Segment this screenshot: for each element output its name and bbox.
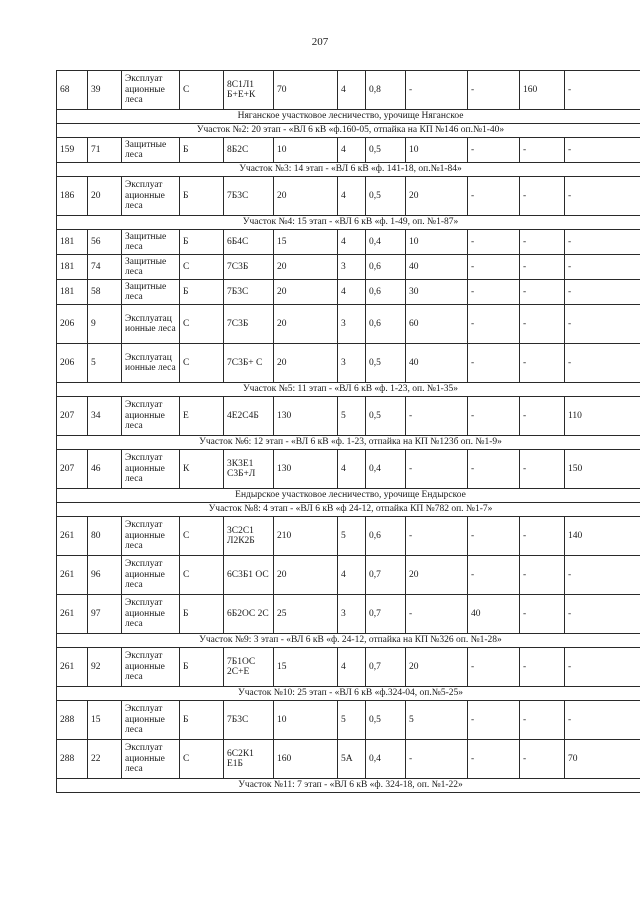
stock-cell-2: - — [468, 740, 520, 779]
dominant-species-cell: К — [180, 450, 224, 489]
stock-cell-4: - — [565, 648, 640, 687]
quarter-cell: 186 — [57, 177, 88, 216]
quarter-cell: 207 — [57, 397, 88, 436]
quarter-cell: 181 — [57, 280, 88, 305]
stock-cell-4: 140 — [565, 517, 640, 556]
bonitet-cell: 3 — [338, 305, 366, 344]
forest-allotment-table — [56, 70, 640, 793]
table-row — [57, 556, 640, 595]
age-cell: 25 — [274, 595, 338, 634]
dominant-species-cell: С — [180, 305, 224, 344]
table-row — [57, 595, 640, 634]
section-title: Участок №3: 14 этап - «ВЛ 6 кВ «ф. 141-18, оп.№1-84» — [57, 163, 640, 177]
density-cell: 0,4 — [366, 230, 406, 255]
table-row — [57, 138, 640, 163]
section-title: Участок №6: 12 этап - «ВЛ 6 кВ «ф. 1-23, отпайка на КП №123б оп. №1-9» — [57, 436, 640, 450]
stock-cell: 40 — [406, 344, 468, 383]
stock-cell-2: - — [468, 648, 520, 687]
forest-category-cell: Защитные леса — [122, 255, 180, 280]
age-cell: 20 — [274, 280, 338, 305]
table-row — [57, 397, 640, 436]
plot-cell: 80 — [88, 517, 122, 556]
stock-cell-4: - — [565, 595, 640, 634]
plot-cell: 58 — [88, 280, 122, 305]
section-header-row — [57, 110, 640, 124]
bonitet-cell: 4 — [338, 280, 366, 305]
bonitet-cell: 4 — [338, 556, 366, 595]
bonitet-cell: 4 — [338, 230, 366, 255]
density-cell: 0,5 — [366, 177, 406, 216]
stock-cell: 30 — [406, 280, 468, 305]
dominant-species-cell: Б — [180, 177, 224, 216]
quarter-cell: 288 — [57, 701, 88, 740]
forest-category-cell: Защитные леса — [122, 138, 180, 163]
quarter-cell: 261 — [57, 517, 88, 556]
dominant-species-cell: Е — [180, 397, 224, 436]
forest-category-cell: Эксплуат ационные леса — [122, 177, 180, 216]
age-cell: 210 — [274, 517, 338, 556]
stock-cell-4: - — [565, 177, 640, 216]
stock-cell-3: - — [520, 255, 565, 280]
stock-cell-3: - — [520, 230, 565, 255]
table-row — [57, 230, 640, 255]
forest-category-cell: Эксплуат ационные леса — [122, 556, 180, 595]
stock-cell-2: - — [468, 517, 520, 556]
section-header-row — [57, 124, 640, 138]
density-cell: 0,5 — [366, 397, 406, 436]
stock-cell: - — [406, 595, 468, 634]
stock-cell-2: - — [468, 255, 520, 280]
plot-cell: 22 — [88, 740, 122, 779]
section-title: Участок №11: 7 этап - «ВЛ 6 кВ «ф. 324-18, оп. №1-22» — [57, 779, 640, 793]
stock-cell: - — [406, 517, 468, 556]
forest-category-cell: Эксплуат ационные леса — [122, 71, 180, 110]
dominant-species-cell: С — [180, 556, 224, 595]
stock-cell-4: - — [565, 556, 640, 595]
stock-cell-2: - — [468, 397, 520, 436]
dominant-species-cell: Б — [180, 138, 224, 163]
quarter-cell: 261 — [57, 595, 88, 634]
section-title: Участок №5: 11 этап - «ВЛ 6 кВ «ф. 1-23, оп. №1-35» — [57, 383, 640, 397]
plot-cell: 5 — [88, 344, 122, 383]
quarter-cell: 206 — [57, 305, 88, 344]
stock-cell-4: 150 — [565, 450, 640, 489]
stock-cell-4: - — [565, 71, 640, 110]
section-header-row — [57, 436, 640, 450]
composition-cell: 7Б3С — [224, 177, 274, 216]
age-cell: 10 — [274, 701, 338, 740]
stock-cell-3: - — [520, 344, 565, 383]
stock-cell: - — [406, 450, 468, 489]
age-cell: 15 — [274, 648, 338, 687]
composition-cell: 7С3Б — [224, 255, 274, 280]
stock-cell-4: - — [565, 701, 640, 740]
age-cell: 20 — [274, 177, 338, 216]
composition-cell: 7Б3С — [224, 280, 274, 305]
stock-cell-3: - — [520, 648, 565, 687]
age-cell: 130 — [274, 450, 338, 489]
stock-cell-4: - — [565, 255, 640, 280]
composition-cell: 8С1Л1 Б+Е+К — [224, 71, 274, 110]
bonitet-cell: 4 — [338, 177, 366, 216]
section-title: Ендырское участковое лесничество, урочище Ендырское — [57, 489, 640, 503]
section-header-row — [57, 489, 640, 503]
stock-cell-3: - — [520, 556, 565, 595]
section-header-row — [57, 779, 640, 793]
stock-cell-3: - — [520, 397, 565, 436]
stock-cell-3: - — [520, 305, 565, 344]
density-cell: 0,4 — [366, 740, 406, 779]
stock-cell-2: - — [468, 344, 520, 383]
age-cell: 20 — [274, 556, 338, 595]
section-header-row — [57, 383, 640, 397]
section-header-row — [57, 687, 640, 701]
density-cell: 0,5 — [366, 138, 406, 163]
dominant-species-cell: С — [180, 71, 224, 110]
stock-cell-3: - — [520, 701, 565, 740]
section-title: Участок №10: 25 этап - «ВЛ 6 кВ «ф.324-04, оп.№5-25» — [57, 687, 640, 701]
stock-cell-2: - — [468, 305, 520, 344]
age-cell: 130 — [274, 397, 338, 436]
section-header-row — [57, 163, 640, 177]
quarter-cell: 206 — [57, 344, 88, 383]
section-header-row — [57, 503, 640, 517]
stock-cell-2: - — [468, 138, 520, 163]
stock-cell-4: - — [565, 305, 640, 344]
table-row — [57, 648, 640, 687]
bonitet-cell: 4 — [338, 138, 366, 163]
dominant-species-cell: С — [180, 255, 224, 280]
bonitet-cell: 3 — [338, 595, 366, 634]
density-cell: 0,5 — [366, 701, 406, 740]
plot-cell: 15 — [88, 701, 122, 740]
plot-cell: 20 — [88, 177, 122, 216]
age-cell: 10 — [274, 138, 338, 163]
forest-category-cell: Защитные леса — [122, 280, 180, 305]
dominant-species-cell: Б — [180, 230, 224, 255]
age-cell: 20 — [274, 344, 338, 383]
table-row — [57, 450, 640, 489]
bonitet-cell: 4 — [338, 648, 366, 687]
density-cell: 0,4 — [366, 450, 406, 489]
table-row — [57, 517, 640, 556]
bonitet-cell: 3 — [338, 255, 366, 280]
stock-cell: 40 — [406, 255, 468, 280]
section-header-row — [57, 216, 640, 230]
composition-cell: 7С3Б — [224, 305, 274, 344]
stock-cell-4: - — [565, 344, 640, 383]
age-cell: 70 — [274, 71, 338, 110]
age-cell: 20 — [274, 305, 338, 344]
quarter-cell: 159 — [57, 138, 88, 163]
stock-cell: - — [406, 740, 468, 779]
stock-cell: - — [406, 71, 468, 110]
stock-cell-2: - — [468, 71, 520, 110]
stock-cell-3: 160 — [520, 71, 565, 110]
composition-cell: 6Б2ОС 2С — [224, 595, 274, 634]
composition-cell: 6С3Б1 ОС — [224, 556, 274, 595]
stock-cell-2: - — [468, 701, 520, 740]
stock-cell: 5 — [406, 701, 468, 740]
plot-cell: 74 — [88, 255, 122, 280]
forest-category-cell: Эксплуат ационные леса — [122, 701, 180, 740]
stock-cell: 20 — [406, 177, 468, 216]
stock-cell: 10 — [406, 138, 468, 163]
table-row — [57, 255, 640, 280]
plot-cell: 71 — [88, 138, 122, 163]
dominant-species-cell: С — [180, 517, 224, 556]
plot-cell: 96 — [88, 556, 122, 595]
stock-cell-2: - — [468, 556, 520, 595]
stock-cell-3: - — [520, 595, 565, 634]
forest-category-cell: Защитные леса — [122, 230, 180, 255]
section-title: Участок №2: 20 этап - «ВЛ 6 кВ «ф.160-05, отпайка на КП №146 оп.№1-40» — [57, 124, 640, 138]
quarter-cell: 261 — [57, 648, 88, 687]
plot-cell: 39 — [88, 71, 122, 110]
bonitet-cell: 4 — [338, 71, 366, 110]
forest-category-cell: Эксплуатац ионные леса — [122, 344, 180, 383]
stock-cell-3: - — [520, 517, 565, 556]
forest-category-cell: Эксплуатац ионные леса — [122, 305, 180, 344]
dominant-species-cell: С — [180, 740, 224, 779]
table-row — [57, 305, 640, 344]
stock-cell: 20 — [406, 556, 468, 595]
table-row — [57, 71, 640, 110]
dominant-species-cell: Б — [180, 648, 224, 687]
density-cell: 0,7 — [366, 648, 406, 687]
composition-cell: 7Б1ОС 2С+Е — [224, 648, 274, 687]
stock-cell-4: - — [565, 230, 640, 255]
quarter-cell: 207 — [57, 450, 88, 489]
bonitet-cell: 5 — [338, 397, 366, 436]
section-header-row — [57, 634, 640, 648]
stock-cell-3: - — [520, 450, 565, 489]
composition-cell: 7С3Б+ С — [224, 344, 274, 383]
composition-cell: 6Б4С — [224, 230, 274, 255]
stock-cell: 20 — [406, 648, 468, 687]
quarter-cell: 181 — [57, 255, 88, 280]
stock-cell-3: - — [520, 177, 565, 216]
composition-cell: 3С2С1 Л2К2Б — [224, 517, 274, 556]
section-title: Участок №9: 3 этап - «ВЛ 6 кВ «ф. 24-12, отпайка на КП №326 оп. №1-28» — [57, 634, 640, 648]
plot-cell: 56 — [88, 230, 122, 255]
plot-cell: 97 — [88, 595, 122, 634]
forest-category-cell: Эксплуат ационные леса — [122, 740, 180, 779]
dominant-species-cell: Б — [180, 701, 224, 740]
stock-cell-2: - — [468, 177, 520, 216]
forest-category-cell: Эксплуат ационные леса — [122, 450, 180, 489]
stock-cell-4: 110 — [565, 397, 640, 436]
bonitet-cell: 3 — [338, 344, 366, 383]
stock-cell-2: - — [468, 230, 520, 255]
density-cell: 0,6 — [366, 517, 406, 556]
bonitet-cell: 5 — [338, 517, 366, 556]
stock-cell-4: - — [565, 280, 640, 305]
stock-cell-2: - — [468, 280, 520, 305]
plot-cell: 46 — [88, 450, 122, 489]
quarter-cell: 288 — [57, 740, 88, 779]
plot-cell: 34 — [88, 397, 122, 436]
forest-category-cell: Эксплуат ационные леса — [122, 648, 180, 687]
quarter-cell: 181 — [57, 230, 88, 255]
composition-cell: 4Е2С4Б — [224, 397, 274, 436]
table-row — [57, 701, 640, 740]
density-cell: 0,7 — [366, 595, 406, 634]
forest-category-cell: Эксплуат ационные леса — [122, 397, 180, 436]
density-cell: 0,5 — [366, 344, 406, 383]
stock-cell-2: - — [468, 450, 520, 489]
density-cell: 0,6 — [366, 255, 406, 280]
composition-cell: 3К3Е1 С3Б+Л — [224, 450, 274, 489]
density-cell: 0,7 — [366, 556, 406, 595]
forest-category-cell: Эксплуат ационные леса — [122, 595, 180, 634]
bonitet-cell: 5 — [338, 701, 366, 740]
age-cell: 160 — [274, 740, 338, 779]
stock-cell-3: - — [520, 740, 565, 779]
dominant-species-cell: Б — [180, 595, 224, 634]
page-number: 207 — [311, 36, 329, 48]
composition-cell: 6С2К1 Е1Б — [224, 740, 274, 779]
stock-cell-4: 70 — [565, 740, 640, 779]
density-cell: 0,6 — [366, 280, 406, 305]
composition-cell: 7Б3С — [224, 701, 274, 740]
stock-cell: 60 — [406, 305, 468, 344]
stock-cell: - — [406, 397, 468, 436]
stock-cell-4: - — [565, 138, 640, 163]
table-row — [57, 740, 640, 779]
section-title: Участок №8: 4 этап - «ВЛ 6 кВ «ф 24-12, отпайка КП №782 оп. №1-7» — [57, 503, 640, 517]
bonitet-cell: 4 — [338, 450, 366, 489]
bonitet-cell: 5А — [338, 740, 366, 779]
plot-cell: 9 — [88, 305, 122, 344]
composition-cell: 8Б2С — [224, 138, 274, 163]
forest-category-cell: Эксплуат ационные леса — [122, 517, 180, 556]
dominant-species-cell: Б — [180, 280, 224, 305]
stock-cell-3: - — [520, 280, 565, 305]
table-row — [57, 280, 640, 305]
table-row — [57, 344, 640, 383]
quarter-cell: 68 — [57, 71, 88, 110]
age-cell: 15 — [274, 230, 338, 255]
section-title: Участок №4: 15 этап - «ВЛ 6 кВ «ф. 1-49, оп. №1-87» — [57, 216, 640, 230]
plot-cell: 92 — [88, 648, 122, 687]
density-cell: 0,8 — [366, 71, 406, 110]
stock-cell-3: - — [520, 138, 565, 163]
quarter-cell: 261 — [57, 556, 88, 595]
table-row — [57, 177, 640, 216]
density-cell: 0,6 — [366, 305, 406, 344]
age-cell: 20 — [274, 255, 338, 280]
stock-cell-2: 40 — [468, 595, 520, 634]
section-title: Няганское участковое лесничество, урочище Няганское — [57, 110, 640, 124]
dominant-species-cell: С — [180, 344, 224, 383]
stock-cell: 10 — [406, 230, 468, 255]
